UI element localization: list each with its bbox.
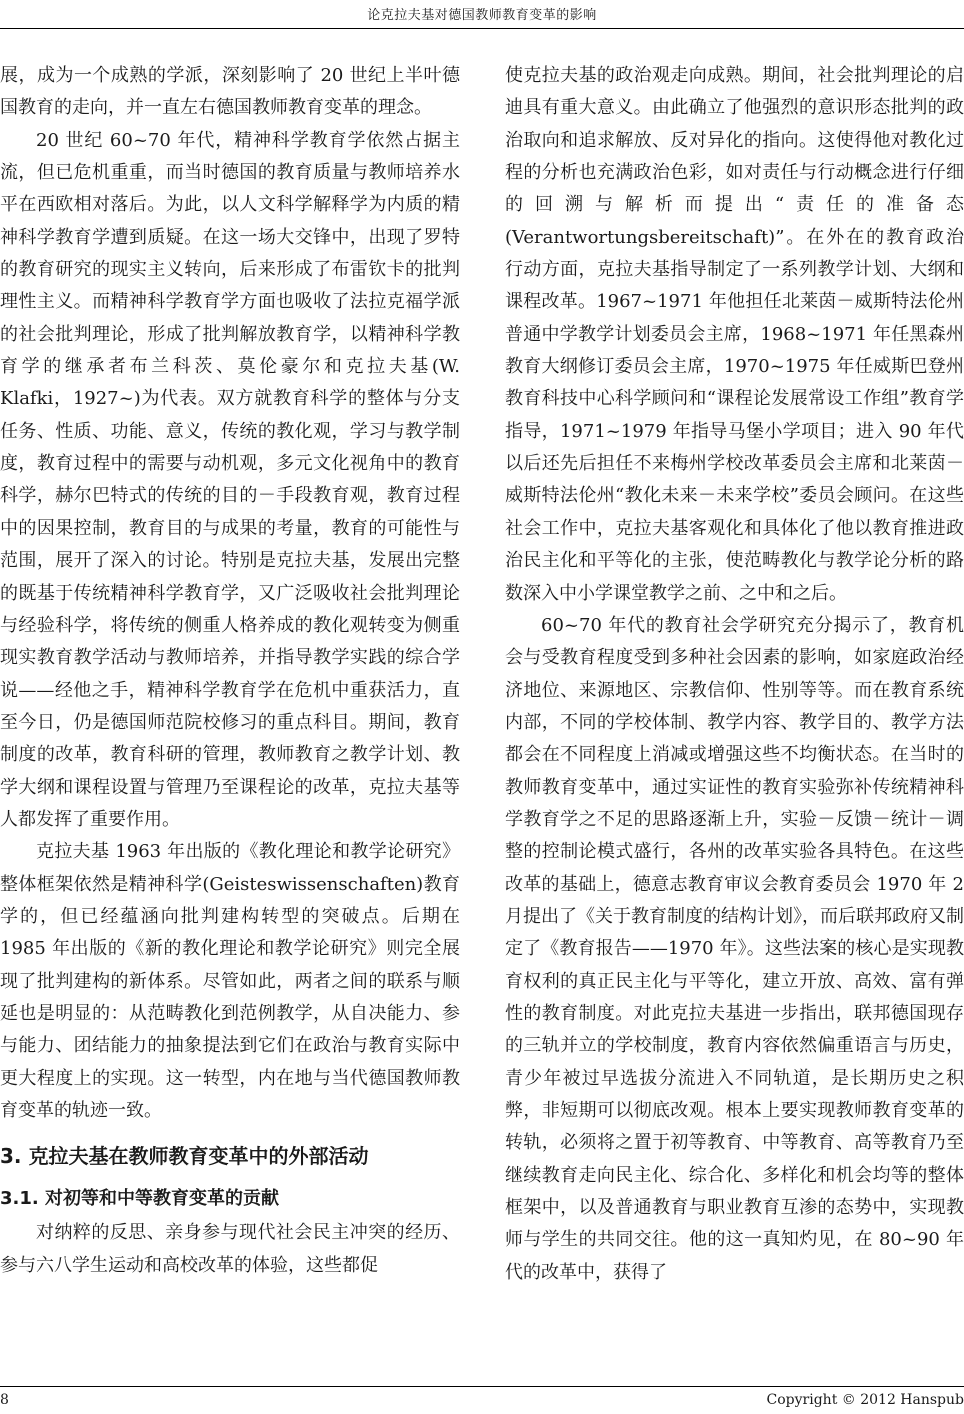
subsection-heading: 3.1. 对初等和中等教育变革的贡献: [0, 1188, 279, 1210]
right-paragraph-1: 使克拉夫基的政治观走向成熟。期间，社会批判理论的启迪具有重大意义。由此确立了他强烈的意识形态批判的政治取向和追求解放、反对异化的指向。这使得他对教化过程的分析也充满政治色彩，如对责任与行动概念进行仔细的回溯与解析而提出“责任的准备态(Verantwortungsbereitschaft)”。在外在的教育政治行动方面，克拉夫基指导制定了一系列教学计划、大纲和课程改革。1967~1971 年他担任北莱茵－威斯特法伦州普通中学教学计划委员会主席，1968~1971 年任黑森州教育大纲修订委员会主席，1970~1975 年任威斯巴登州教育科技中心科学顾问和“课程论发展常设工作组”教育学指导，1971~1979 年指导马堡小学项目；进入 90 年代以后还先后担任不来梅州学校改革委员会主席和北莱茵－威斯特法伦州“教化未来－未来学校”委员会顾问。在这些社会工作中，克拉夫基客观化和具体化了他以教育推进政治民主化和平等化的主张，使范畴教化与教学论分析的路数深入中小学课堂教学之前、之中和之后。: [505, 65, 964, 604]
section-heading: 3. 克拉夫基在教师教育变革中的外部活动: [0, 1144, 369, 1169]
running-header: 论克拉夫基对德国教师教育变革的影响: [367, 8, 597, 23]
copyright-notice: Copyright © 2012 Hanspub: [766, 1392, 964, 1408]
left-paragraph-3: 克拉夫基 1963 年出版的《教化理论和教学论研究》整体框架依然是精神科学(Geisteswissenschaften)教育学的，但已经蕴涵向批判建构转型的突破点。后期在 1985 年出版的《新的教化理论和教学论研究》则完全展现了批判建构的新体系。尽管如此，两者之间的联系与顺延也是明显的：从范畴教化到范例教学，从自决能力、参与能力、团结能力的抽象提法到它们在政治与教育实际中更大程度上的实现。这一转型，内在地与当代德国教师教育变革的轨迹一致。: [0, 841, 460, 1121]
page-number: 8: [0, 1392, 9, 1408]
left-paragraph-4: 对纳粹的反思、亲身参与现代社会民主冲突的经历、参与六八学生运动和高校改革的体验，这些都促: [0, 1222, 460, 1276]
right-paragraph-2: 60~70 年代的教育社会学研究充分揭示了，教育机会与受教育程度受到多种社会因素的影响，如家庭政治经济地位、来源地区、宗教信仰、性别等等。而在教育系统内部，不同的学校体制、教学内容、教学目的、教学方法都会在不同程度上消减或增强这些不均衡状态。在当时的教师教育变革中，通过实证性的教育实验弥补传统精神科学教育学之不足的思路逐渐上升，实验－反馈－统计－调整的控制论模式盛行，各州的改革实验各具特色。在这些改革的基础上，德意志教育审议会教育委员会 1970 年 2 月提出了《关于教育制度的结构计划》，而后联邦政府又制定了《教育报告——1970 年》。这些法案的核心是实现教育权利的真正民主化与平等化，建立开放、高效、富有弹性的教育制度。对此克拉夫基进一步指出，联邦德国现存的三轨并立的学校制度，教育内容依然偏重语言与历史，青少年被过早选拔分流进入不同轨道，是长期历史之积弊，非短期可以彻底改观。根本上要实现教师教育变革的转轨，必须将之置于初等教育、中等教育、高等教育乃至继续教育走向民主化、综合化、多样化和机会均等的整体框架中，以及普通教育与职业教育互渗的态势中，实现教师与学生的共同交往。他的这一真知灼见，在 80~90 年代的改革中，获得了: [505, 614, 964, 1283]
footer-divider: [0, 1386, 964, 1387]
left-paragraph-1: 展，成为一个成熟的学派，深刻影响了 20 世纪上半叶德国教育的走向，并一直左右德国教师教育变革的理念。: [0, 65, 460, 119]
left-column: [0, 60, 460, 1282]
right-column: [505, 60, 964, 1289]
left-paragraph-2: 20 世纪 60~70 年代，精神科学教育学依然占据主流，但已危机重重，而当时德国的教育质量与教师培养水平在西欧相对落后。为此，以人文科学解释学为内质的精神科学教育学遭到质疑。在这一场大交锋中，出现了罗特的教育研究的现实主义转向，后来形成了布雷钦卡的批判理性主义。而精神科学教育学方面也吸收了法拉克福学派的社会批判理论，形成了批判解放教育学，以精神科学教育学的继承者布兰科茨、莫伦豪尔和克拉夫基(W. Klafki，1927~)为代表。双方就教育科学的整体与分支任务、性质、功能、意义，传统的教化观，学习与教学制度，教育过程中的需要与动机观，多元文化视角中的教育科学，赫尔巴特式的传统的目的－手段教育观，教育过程中的因果控制，教育目的与成果的考量，教育的可能性与范围，展开了深入的讨论。特别是克拉夫基，发展出完整的既基于传统精神科学教育学，又广泛吸收社会批判理论与经验科学，将传统的侧重人格养成的教化观转变为侧重现实教育教学活动与教师培养，并指导教学实践的综合学说——经他之手，精神科学教育学在危机中重获活力，直至今日，仍是德国师范院校修习的重点科目。期间，教育制度的改革，教育科研的管理，教师教育之教学计划、教学大纲和课程设置与管理乃至课程论的改革，克拉夫基等人都发挥了重要作用。: [0, 129, 460, 830]
header-divider: [0, 28, 964, 29]
